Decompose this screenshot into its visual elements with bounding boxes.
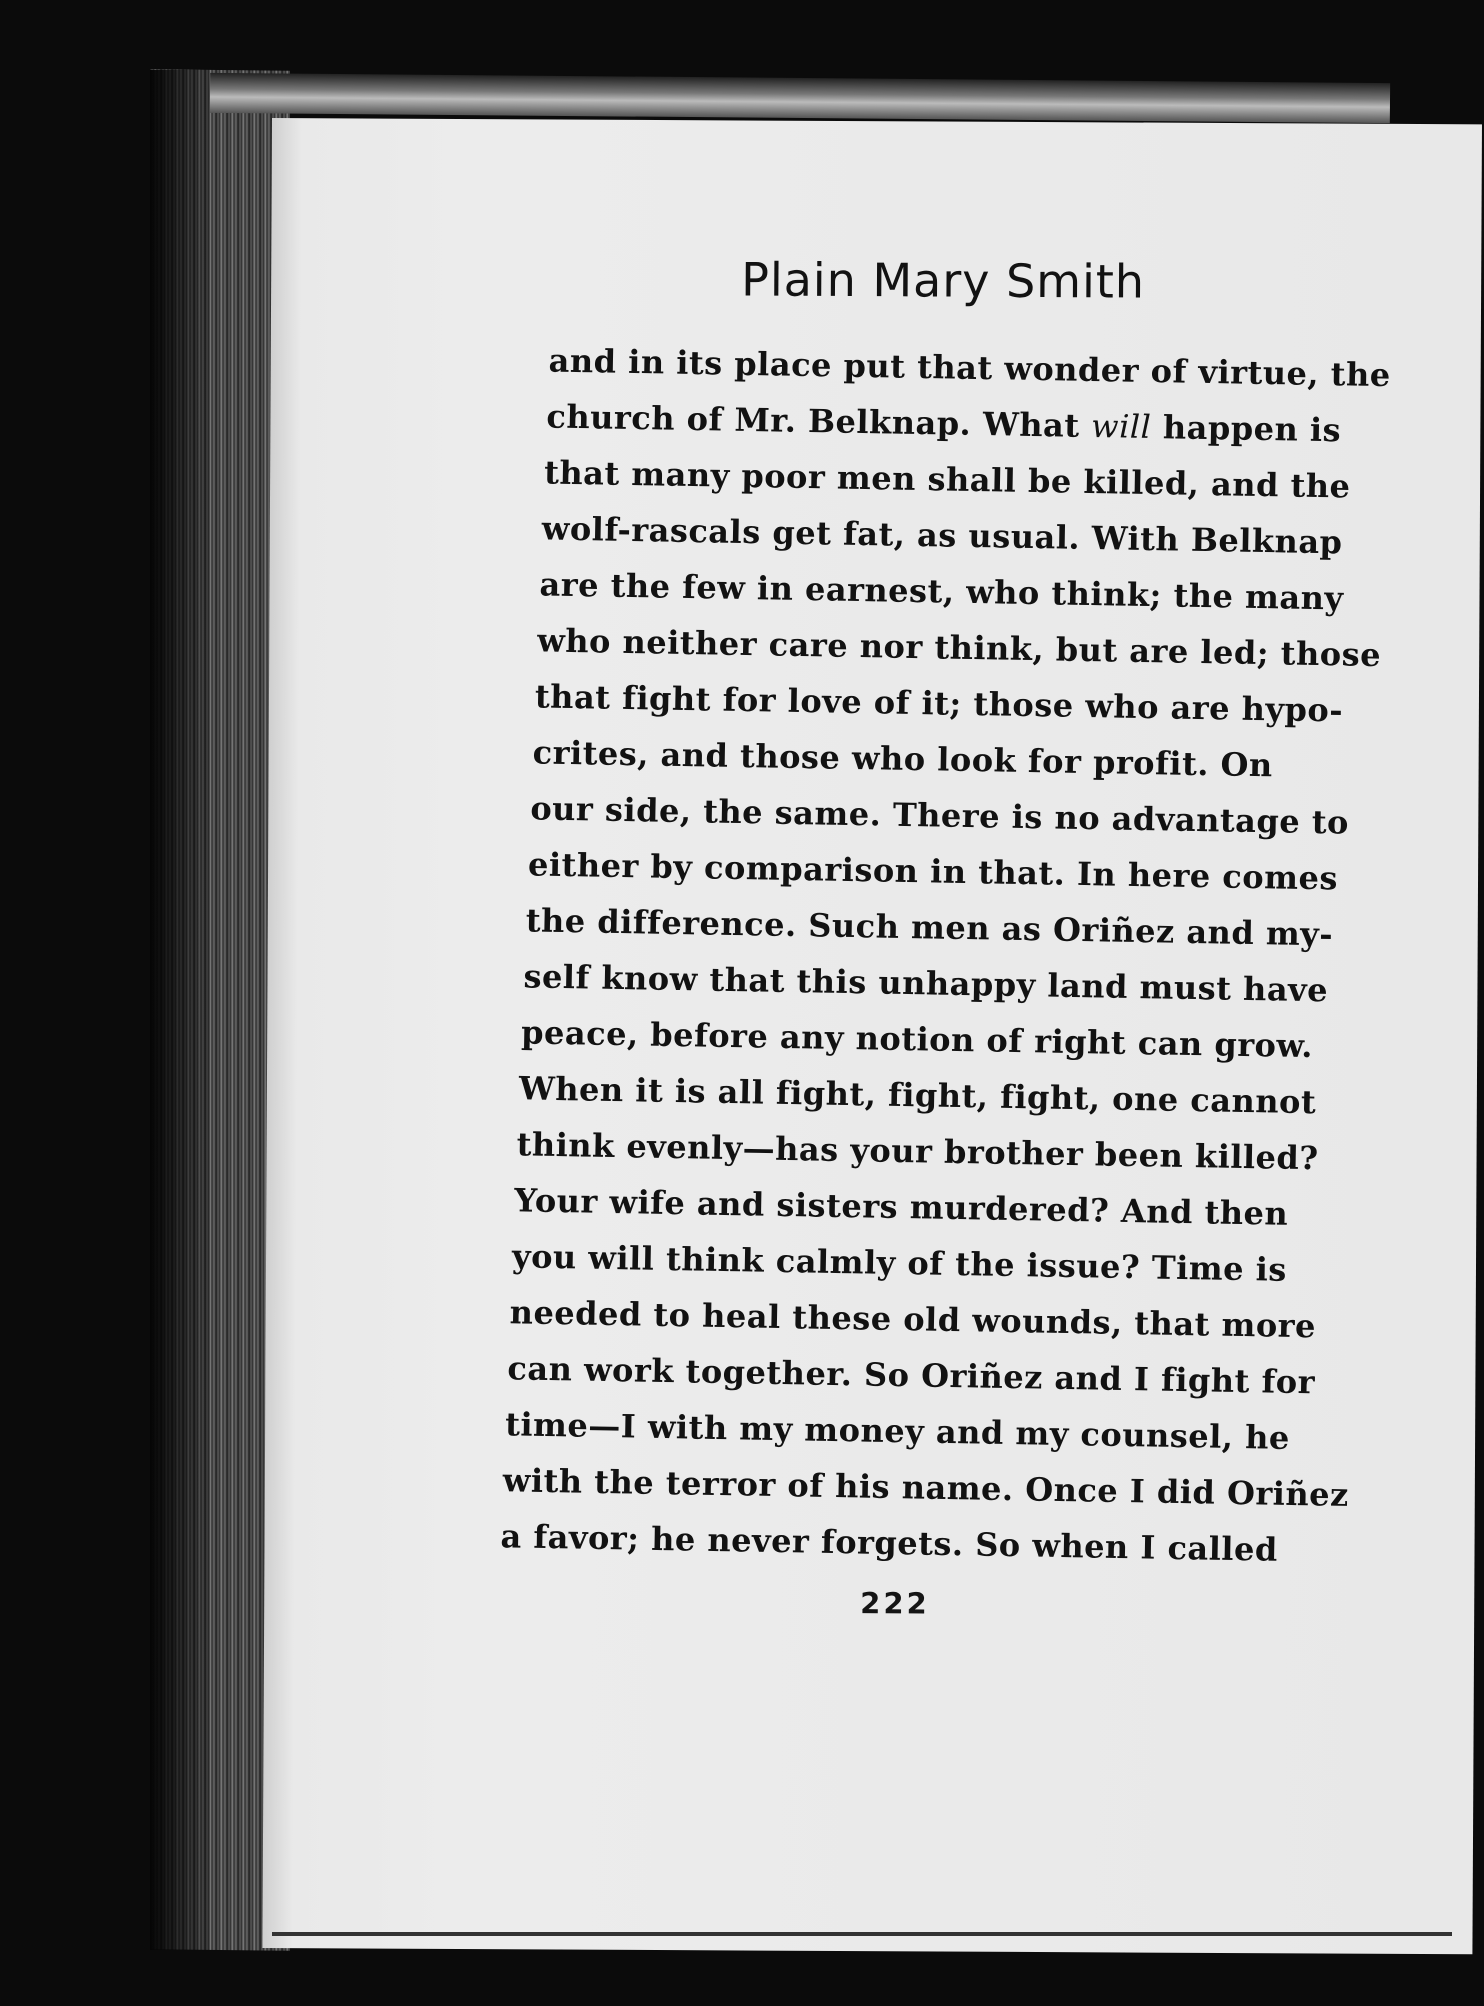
text-line <box>546 397 1341 449</box>
text-line: time—I with my money and my counsel, he <box>504 1405 1291 1457</box>
text-line: a favor; he never forgets. So when I called <box>500 1517 1279 1569</box>
text-line: you will think calmly of the issue? Time is <box>511 1237 1288 1289</box>
spine-shadow <box>150 70 210 1950</box>
text-line: that fight for love of it; those who are hypo- <box>534 677 1344 730</box>
page-bottom-edge <box>272 1932 1452 1936</box>
text-line: the difference. Such men as Oriñez and my- <box>525 901 1334 954</box>
text-line: that many poor men shall be killed, and the <box>543 453 1351 506</box>
text-line-content: church of Mr. Belknap. What will happen is <box>546 397 1342 450</box>
running-head: Plain Mary Smith <box>741 252 1146 309</box>
text-line: peace, before any notion of right can grow. <box>520 1013 1314 1066</box>
text-line: crites, and those who look for profit. On <box>532 733 1274 785</box>
emphasis-word: will <box>1090 406 1152 446</box>
text-line: and in its place put that wonder of virtue, the <box>548 341 1391 395</box>
top-page-edge <box>210 73 1390 123</box>
text-line: needed to heal these old wounds, that more <box>509 1293 1317 1346</box>
text-line: When it is all fight, fight, fight, one cannot <box>518 1069 1317 1122</box>
text-line: who neither care nor think, but are led; those <box>536 621 1382 675</box>
text-line: wolf-rascals get fat, as usual. With Belknap <box>541 509 1343 562</box>
book-page <box>262 118 1482 1954</box>
text-line: are the few in earnest, who think; the many <box>539 565 1344 618</box>
text-line: Your wife and sisters murdered? And then <box>514 1181 1289 1233</box>
page-text <box>262 118 1482 1954</box>
text-line: can work together. So Oriñez and I fight for <box>507 1349 1316 1402</box>
text-line: self know that this unhappy land must have <box>523 957 1329 1010</box>
page-number: 222 <box>860 1586 930 1621</box>
text-line: our side, the same. There is no advantage to <box>530 789 1350 842</box>
text-line: with the terror of his name. Once I did Oriñez <box>502 1461 1350 1514</box>
text-line: either by comparison in that. In here comes <box>527 845 1339 898</box>
text-line: think evenly—has your brother been killed? <box>516 1125 1319 1178</box>
